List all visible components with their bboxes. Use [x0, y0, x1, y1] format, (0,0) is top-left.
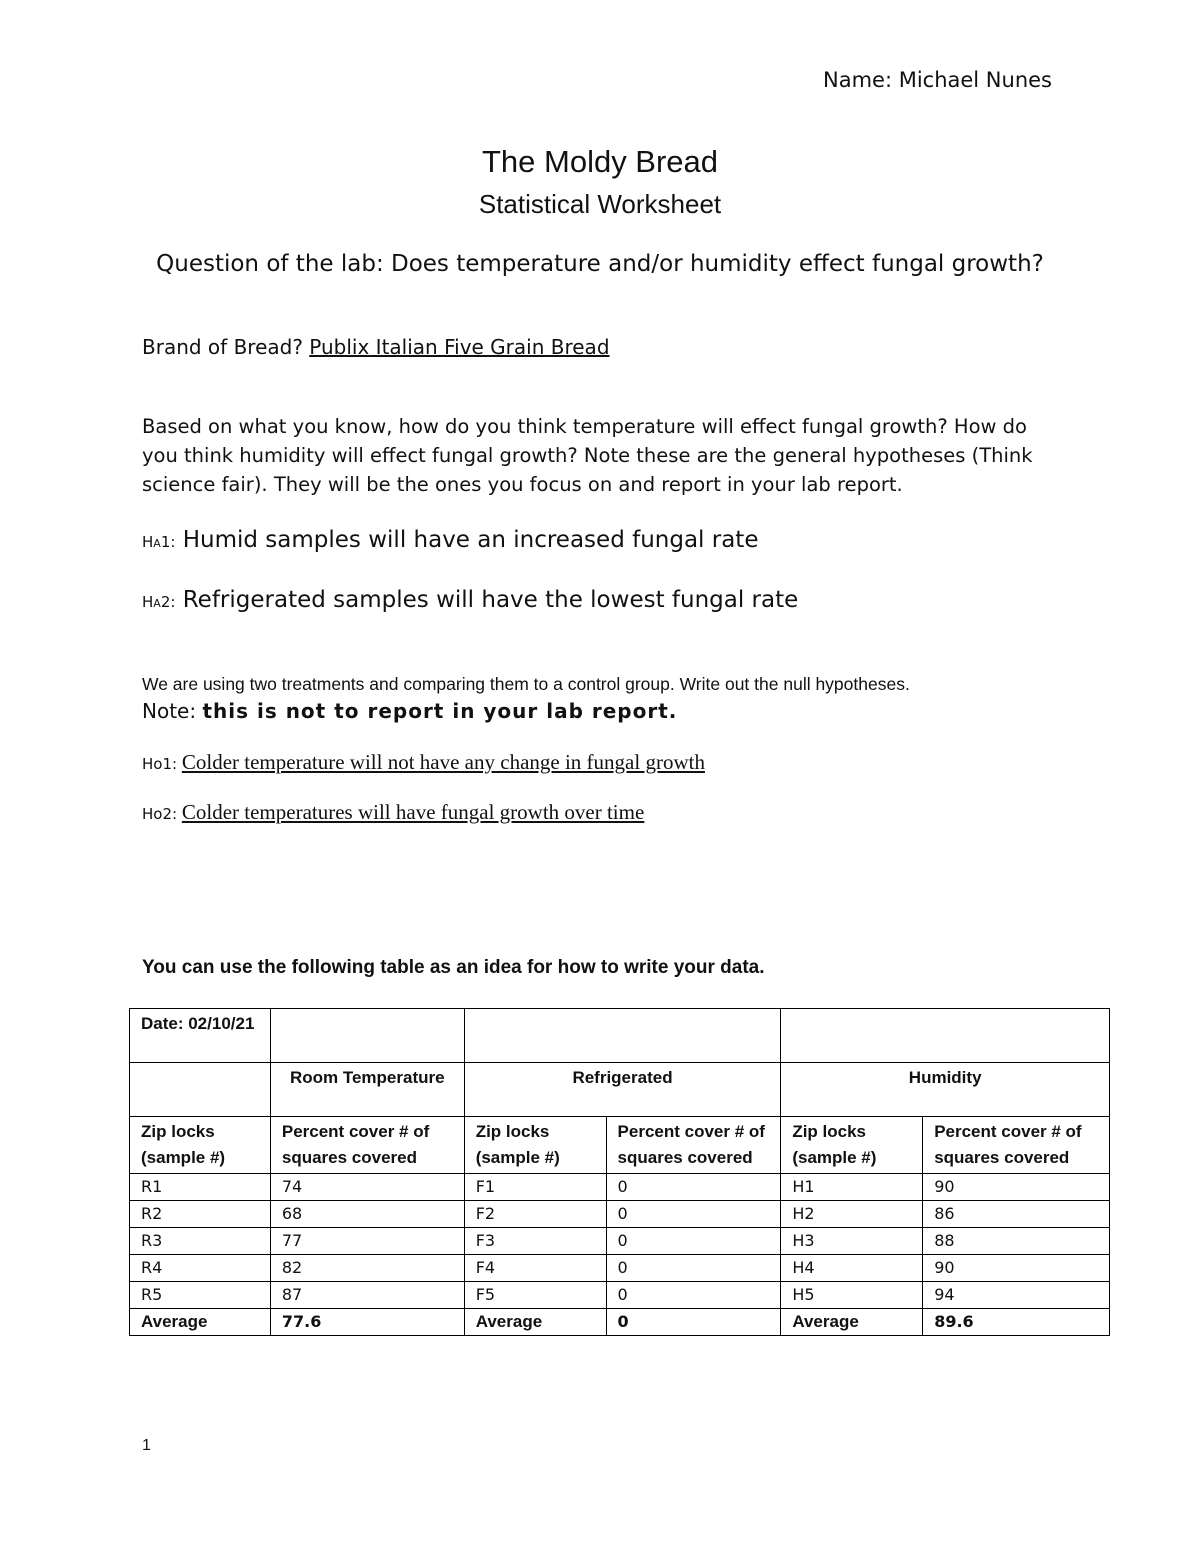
hyp-number: 2:	[160, 593, 176, 611]
table-cell: H3	[781, 1228, 923, 1255]
col-header: Percent cover # of squares covered	[923, 1117, 1110, 1174]
group-humidity: Humidity	[781, 1063, 1110, 1117]
hyp-text: Colder temperature will not have any change in fungal growth	[181, 750, 705, 774]
col-header: Zip locks (sample #)	[130, 1117, 271, 1174]
table-row	[130, 1282, 1110, 1309]
hyp-subscript: A	[153, 537, 161, 550]
student-name: Name: Michael Nunes	[823, 68, 1053, 92]
table-cell: 90	[923, 1255, 1110, 1282]
table-cell: 0	[606, 1228, 781, 1255]
hyp-symbol: H	[142, 805, 154, 823]
hyp-number: 2:	[162, 805, 178, 823]
page-number: 1	[142, 1437, 151, 1454]
note-text: this is not to report in your lab report.	[202, 699, 678, 723]
table-row	[130, 1201, 1110, 1228]
table-cell: F4	[464, 1255, 606, 1282]
note-line	[142, 699, 677, 723]
table-cell: R4	[130, 1255, 271, 1282]
hyp-text: Colder temperatures will have fungal growth over time	[181, 800, 645, 824]
lab-question: Question of the lab: Does temperature and/or humidity effect fungal growth?	[156, 251, 1044, 277]
table-cell: H5	[781, 1282, 923, 1309]
hyp-subscript: o	[153, 755, 163, 773]
average-row	[130, 1309, 1110, 1336]
hyp-text: Humid samples will have an increased fungal rate	[182, 527, 759, 553]
brand-label: Brand of Bread?	[142, 335, 303, 359]
table-cell: 90	[923, 1174, 1110, 1201]
col-header: Percent cover # of squares covered	[606, 1117, 781, 1174]
hyp-subscript: A	[153, 597, 161, 610]
table-cell: 88	[923, 1228, 1110, 1255]
page-subtitle: Statistical Worksheet	[478, 189, 722, 219]
hyp-subscript: o	[153, 805, 163, 823]
table-caption: You can use the following table as an idea for how to write your data.	[142, 957, 765, 978]
table-cell: 0	[606, 1282, 781, 1309]
alt-hypothesis-1	[142, 527, 758, 553]
alt-hypothesis-2	[142, 587, 798, 613]
average-label: Average	[781, 1309, 923, 1336]
average-value: 89.6	[923, 1309, 1110, 1336]
table-cell: H1	[781, 1174, 923, 1201]
table-row	[130, 1255, 1110, 1282]
table-cell: 68	[270, 1201, 464, 1228]
table-cell: 0	[606, 1201, 781, 1228]
table-row	[130, 1174, 1110, 1201]
hypothesis-prompt: Based on what you know, how do you think temperature will effect fungal growth? How do you think humidity will effect fungal growth? Note these are the general hypotheses (Think science fair). They will be the ones you focus on and report in your lab report.	[142, 415, 1033, 496]
table-cell: 77	[270, 1228, 464, 1255]
data-table	[129, 1008, 1110, 1336]
table-cell: H2	[781, 1201, 923, 1228]
table-cell: H4	[781, 1255, 923, 1282]
null-hypothesis-2	[142, 800, 644, 825]
date-cell: Date: 02/10/21	[130, 1009, 271, 1063]
table-cell: R2	[130, 1201, 271, 1228]
table-cell: R1	[130, 1174, 271, 1201]
average-value: 77.6	[270, 1309, 464, 1336]
col-header: Zip locks (sample #)	[781, 1117, 923, 1174]
table-cell: 82	[270, 1255, 464, 1282]
null-instructions: We are using two treatments and comparing them to a control group. Write out the null hypotheses.	[142, 674, 910, 694]
empty-cell	[464, 1009, 781, 1063]
col-header: Zip locks (sample #)	[464, 1117, 606, 1174]
brand-value: Publix Italian Five Grain Bread	[309, 335, 610, 359]
average-value: 0	[606, 1309, 781, 1336]
group-refrigerated: Refrigerated	[464, 1063, 781, 1117]
hyp-symbol: H	[142, 533, 154, 551]
hyp-symbol: H	[142, 755, 154, 773]
date-row	[130, 1009, 1110, 1063]
table-row	[130, 1228, 1110, 1255]
column-header-row	[130, 1117, 1110, 1174]
hyp-number: 1:	[160, 533, 176, 551]
table-cell: F3	[464, 1228, 606, 1255]
group-room-temperature: Room Temperature	[270, 1063, 464, 1117]
table-cell: 74	[270, 1174, 464, 1201]
hyp-text: Refrigerated samples will have the lowest fungal rate	[182, 587, 799, 613]
page-title: The Moldy Bread	[481, 144, 719, 179]
table-cell: F1	[464, 1174, 606, 1201]
brand-line	[142, 335, 610, 359]
table-cell: 87	[270, 1282, 464, 1309]
empty-cell	[781, 1009, 1110, 1063]
group-row	[130, 1063, 1110, 1117]
table-cell: 0	[606, 1255, 781, 1282]
table-cell: R5	[130, 1282, 271, 1309]
average-label: Average	[130, 1309, 271, 1336]
hyp-number: 1:	[162, 755, 178, 773]
col-header: Percent cover # of squares covered	[270, 1117, 464, 1174]
hyp-symbol: H	[142, 593, 154, 611]
empty-cell	[130, 1063, 271, 1117]
table-cell: F5	[464, 1282, 606, 1309]
table-cell: 94	[923, 1282, 1110, 1309]
null-hypothesis-1	[142, 750, 705, 775]
table-cell: F2	[464, 1201, 606, 1228]
empty-cell	[270, 1009, 464, 1063]
note-label: Note:	[142, 699, 197, 723]
table-cell: 0	[606, 1174, 781, 1201]
table-cell: R3	[130, 1228, 271, 1255]
average-label: Average	[464, 1309, 606, 1336]
table-cell: 86	[923, 1201, 1110, 1228]
